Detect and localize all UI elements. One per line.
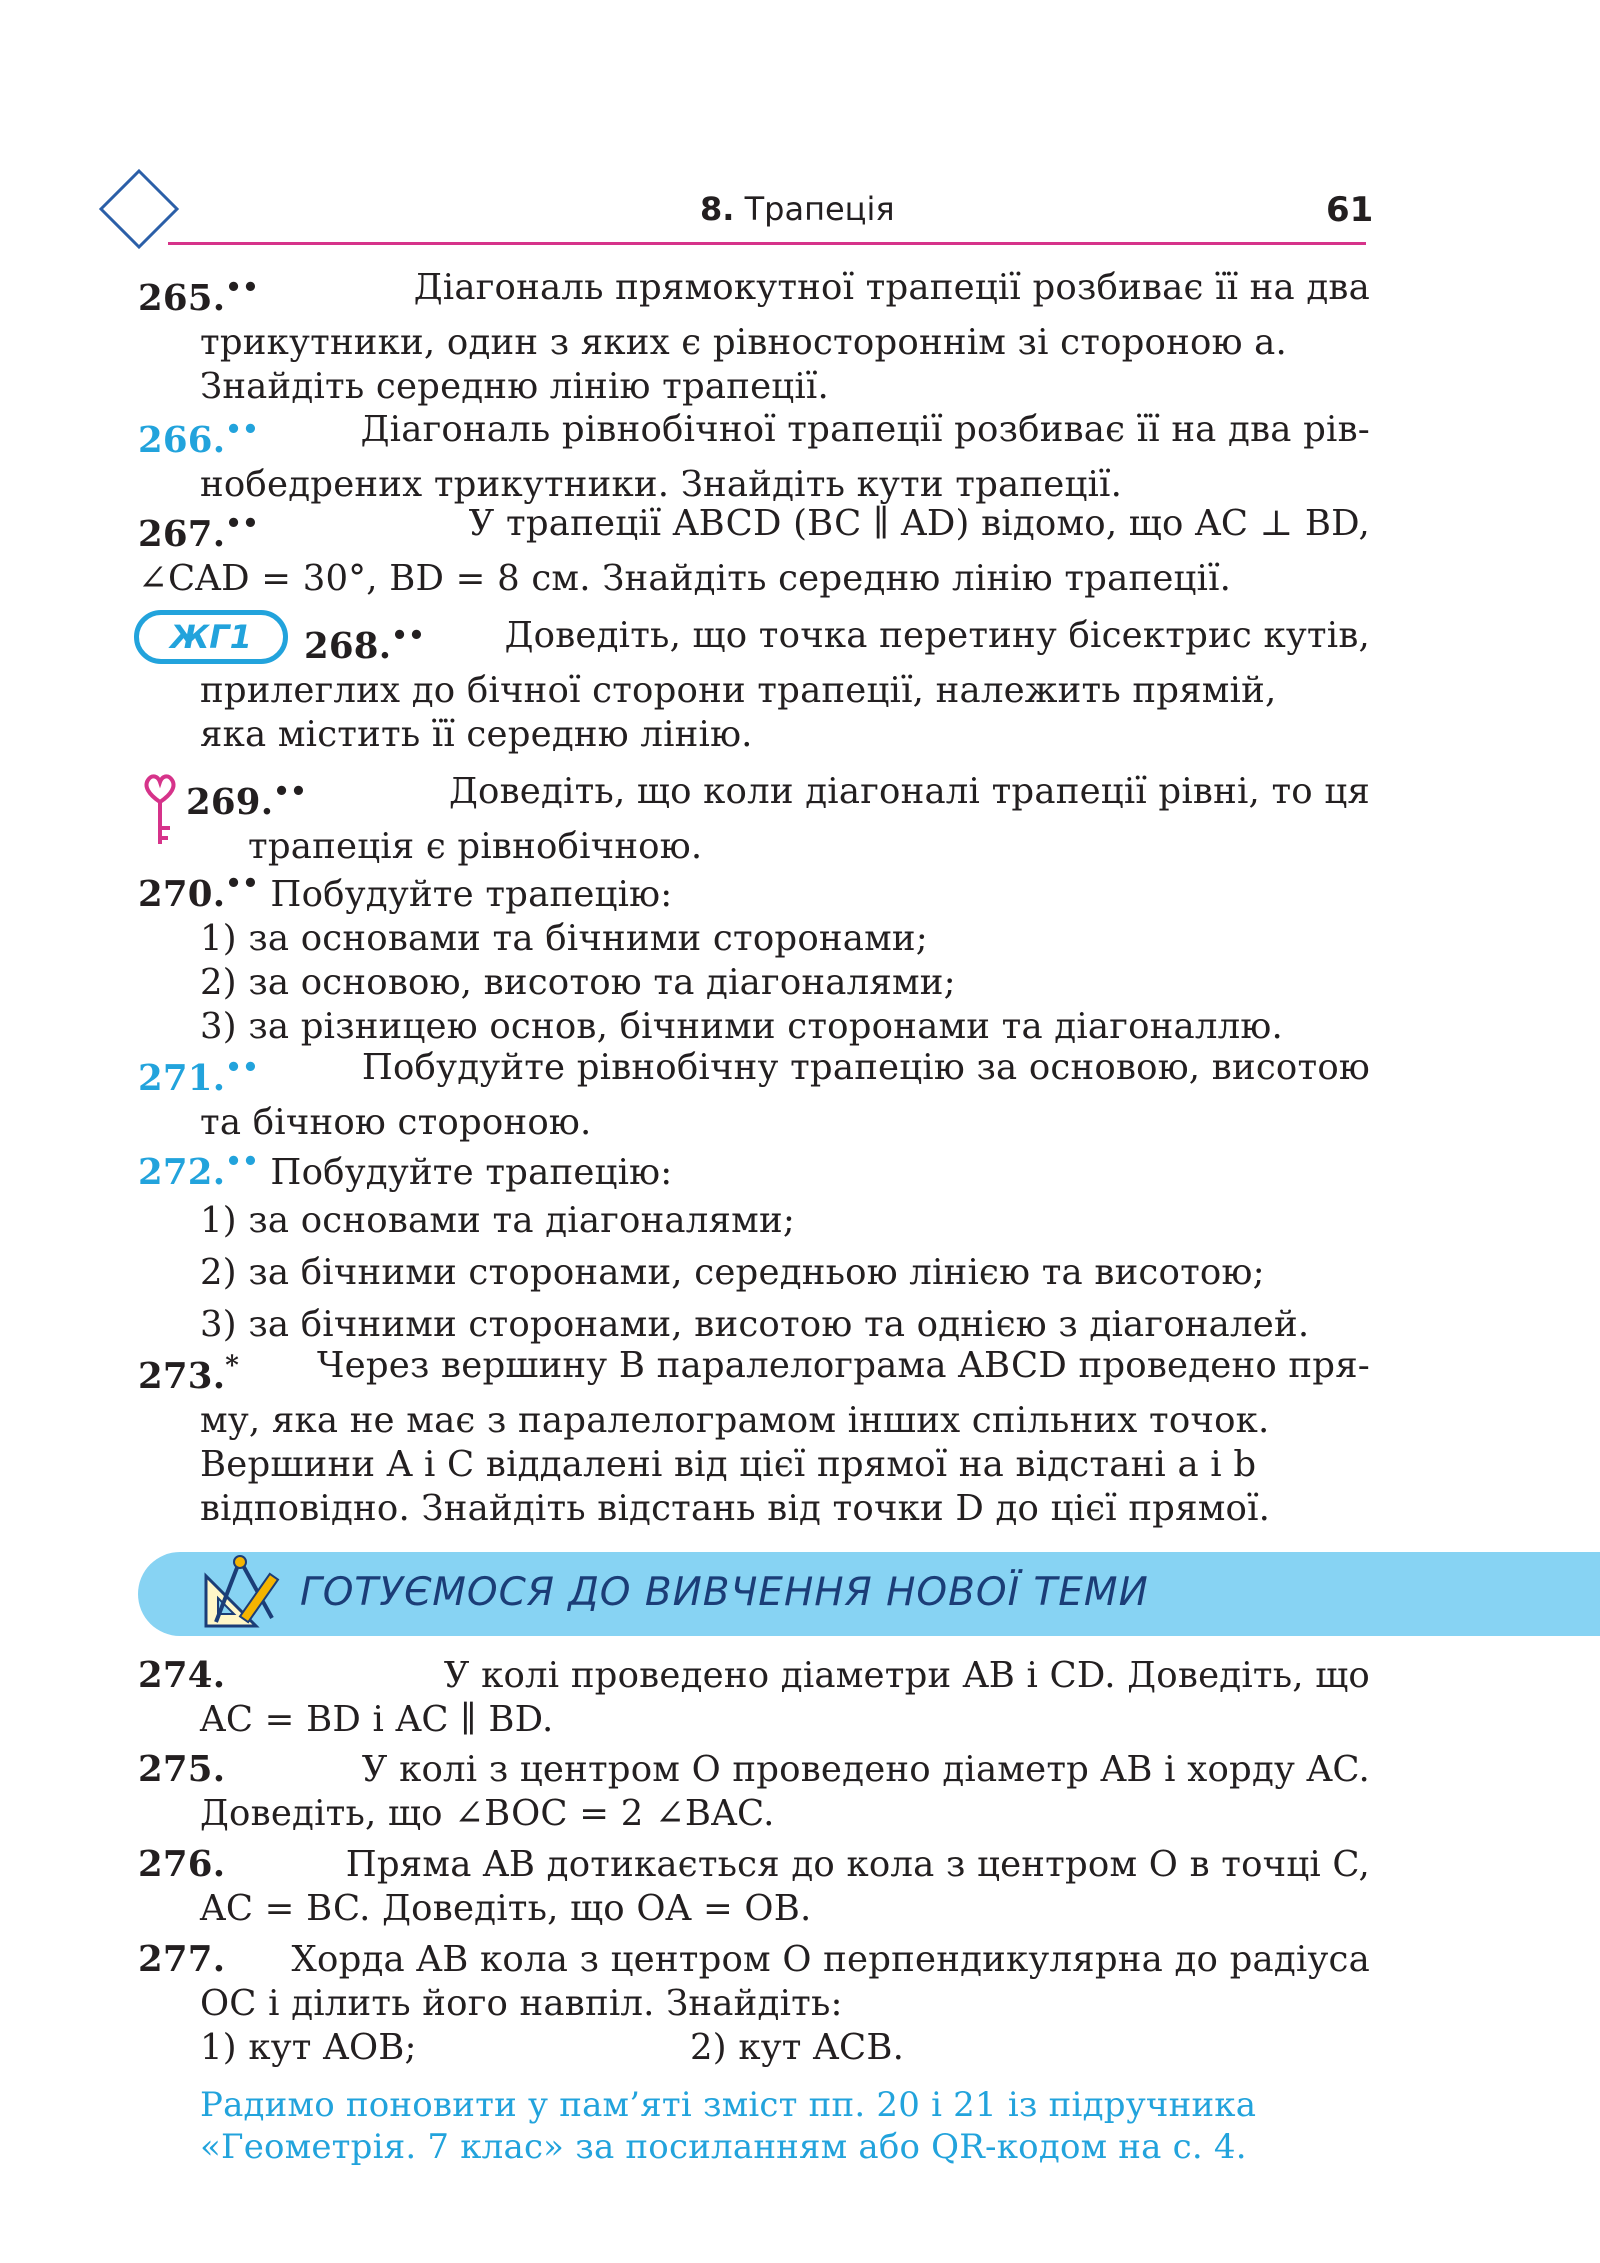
problem-text: У трапеції ABCD (BC ∥ AD) відомо, що AC ⊥ BD, bbox=[468, 503, 1370, 544]
running-title bbox=[700, 190, 895, 228]
problem-line bbox=[138, 862, 1370, 917]
problem-number: 265. bbox=[138, 278, 226, 319]
problem-text: Діагональ прямокутної трапеції розбиває її на два bbox=[413, 267, 1370, 308]
page-number: 61 bbox=[1326, 190, 1374, 230]
problem-text: Доведіть, що ∠BOC = 2 ∠BAC. bbox=[200, 1793, 775, 1834]
problem-item: 2) кут ACB. bbox=[690, 2027, 905, 2068]
problem-number: 266. bbox=[138, 420, 226, 461]
problem-text: У колі проведено діаметри AB і CD. Доведіть, що bbox=[443, 1655, 1370, 1696]
problem-text: OC і ділить його навпіл. Знайдіть: bbox=[200, 1983, 843, 2024]
problem-line bbox=[138, 266, 1370, 321]
problem-item: 2) за бічними сторонами, середньою лінією та висотою; bbox=[200, 1252, 1265, 1293]
problem-item: 3) за різницею основ, бічними сторонами та діагоналлю. bbox=[200, 1006, 1283, 1047]
problem-text: Побудуйте рівнобічну трапецію за основою, висотою bbox=[361, 1047, 1370, 1088]
problem-269 bbox=[138, 770, 1370, 869]
problem-text: Доведіть, що коли діагоналі трапеції рівні, то ця bbox=[448, 771, 1370, 812]
problem-text: та бічною стороною. bbox=[200, 1102, 592, 1143]
problem-text: трикутники, один з яких є рівностороннім зі стороною a. bbox=[200, 322, 1288, 363]
problem-number: 274. bbox=[138, 1655, 226, 1696]
problem-line bbox=[138, 408, 1370, 463]
problem-line bbox=[138, 1938, 1370, 1982]
problem-number: 271. bbox=[138, 1058, 226, 1099]
problem-text: Доведіть, що точка перетину бісектрис кутів, bbox=[504, 615, 1370, 656]
section-title: Трапеція bbox=[744, 190, 895, 228]
note-line: «Геометрія. 7 клас» за посиланням або QR-кодом на с. 4. bbox=[200, 2127, 1247, 2167]
diamond-icon bbox=[98, 168, 180, 250]
problem-text: Знайдіть середню лінію трапеції. bbox=[200, 366, 829, 407]
problem-line bbox=[138, 1046, 1370, 1101]
header-rule bbox=[168, 242, 1366, 245]
problem-line bbox=[138, 614, 1370, 669]
problem-272 bbox=[138, 1140, 1370, 1351]
problem-line bbox=[138, 502, 1370, 557]
problem-276 bbox=[138, 1843, 1370, 1931]
difficulty-mark: •• bbox=[225, 1147, 259, 1177]
problem-text: Пряма AB дотикається до кола з центром O в точці C, bbox=[345, 1844, 1370, 1885]
problem-text: AC = BC. Доведіть, що OA = OB. bbox=[200, 1888, 812, 1929]
difficulty-mark: •• bbox=[225, 869, 259, 899]
problem-271 bbox=[138, 1046, 1370, 1145]
problem-line bbox=[138, 1140, 1370, 1195]
problem-number: 273. bbox=[138, 1356, 226, 1397]
problem-item-row bbox=[138, 2026, 1370, 2070]
problem-line bbox=[138, 1843, 1370, 1887]
problem-text: му, яка не має з паралелограмом інших спільних точок. bbox=[200, 1400, 1270, 1441]
difficulty-mark: •• bbox=[225, 1053, 259, 1083]
problem-number: 276. bbox=[138, 1844, 226, 1885]
problem-line bbox=[138, 1344, 1370, 1399]
problem-273 bbox=[138, 1344, 1370, 1531]
problem-number: 267. bbox=[138, 514, 226, 555]
banner-title: ГОТУЄМОСЯ ДО ВИВЧЕННЯ НОВОЇ ТЕМИ bbox=[300, 1570, 1149, 1615]
problem-number: 270. bbox=[138, 874, 226, 915]
section-number: 8. bbox=[700, 190, 735, 228]
problem-267 bbox=[138, 502, 1370, 601]
problem-line bbox=[138, 770, 1370, 825]
problem-275 bbox=[138, 1748, 1370, 1836]
difficulty-mark: •• bbox=[273, 777, 307, 807]
problem-text: ∠CAD = 30°, BD = 8 см. Знайдіть середню лінію трапеції. bbox=[138, 558, 1232, 599]
problem-item: 2) за основою, висотою та діагоналями; bbox=[200, 962, 956, 1003]
zhg1-badge: ЖГ1 bbox=[134, 610, 288, 664]
problem-277 bbox=[138, 1938, 1370, 2070]
problem-text: нобедрених трикутники. Знайдіть кути трапеції. bbox=[200, 464, 1123, 505]
problem-270 bbox=[138, 862, 1370, 1049]
problem-number: 277. bbox=[138, 1939, 226, 1980]
problem-265 bbox=[138, 266, 1370, 409]
problem-text: Побудуйте трапецію: bbox=[270, 1152, 673, 1193]
problem-text: прилеглих до бічної сторони трапеції, належить прямій, bbox=[200, 670, 1277, 711]
problem-text: Діагональ рівнобічної трапеції розбиває її на два рів- bbox=[360, 409, 1370, 450]
problem-text: AC = BD і AC ∥ BD. bbox=[200, 1699, 554, 1740]
problem-number: 272. bbox=[138, 1152, 226, 1193]
problem-text: У колі з центром O проведено діаметр AB і хорду AC. bbox=[361, 1749, 1370, 1790]
problem-item: 1) за основами та бічними сторонами; bbox=[200, 918, 928, 959]
problem-item: 1) кут AOB; bbox=[200, 2027, 417, 2068]
problem-text: Через вершину B паралелограма ABCD проведено пря- bbox=[317, 1345, 1370, 1386]
problem-text: відповідно. Знайдіть відстань від точки D до цієї прямої. bbox=[200, 1488, 1271, 1529]
difficulty-mark: •• bbox=[225, 273, 259, 303]
page-header bbox=[0, 0, 1600, 260]
difficulty-mark: •• bbox=[225, 415, 259, 445]
problem-text: Вершини A і C віддалені від цієї прямої на відстані a і b bbox=[200, 1444, 1257, 1485]
difficulty-mark: * bbox=[225, 1351, 240, 1381]
review-note bbox=[138, 2084, 1370, 2168]
problem-text: трапеція є рівнобічною. bbox=[248, 826, 703, 867]
problem-line bbox=[138, 1654, 1370, 1698]
problem-266 bbox=[138, 408, 1370, 507]
problem-number: 268. bbox=[304, 626, 392, 667]
problem-number: 269. bbox=[186, 782, 274, 823]
problem-text: Побудуйте трапецію: bbox=[270, 874, 673, 915]
difficulty-mark: •• bbox=[225, 509, 259, 539]
problem-line bbox=[138, 1748, 1370, 1792]
problem-number: 275. bbox=[138, 1749, 226, 1790]
problem-268 bbox=[138, 614, 1370, 757]
difficulty-mark: •• bbox=[391, 621, 425, 651]
problem-text: яка містить її середню лінію. bbox=[200, 714, 753, 755]
problem-item: 3) за бічними сторонами, висотою та однією з діагоналей. bbox=[200, 1304, 1310, 1345]
problem-274 bbox=[138, 1654, 1370, 1742]
geometry-tools-icon bbox=[196, 1552, 292, 1636]
note-line: Радимо поновити у пам’яті зміст пп. 20 і 21 із підручника bbox=[200, 2085, 1257, 2125]
problem-item: 1) за основами та діагоналями; bbox=[200, 1200, 795, 1241]
problem-text: Хорда AB кола з центром O перпендикулярна до радіуса bbox=[291, 1939, 1370, 1980]
